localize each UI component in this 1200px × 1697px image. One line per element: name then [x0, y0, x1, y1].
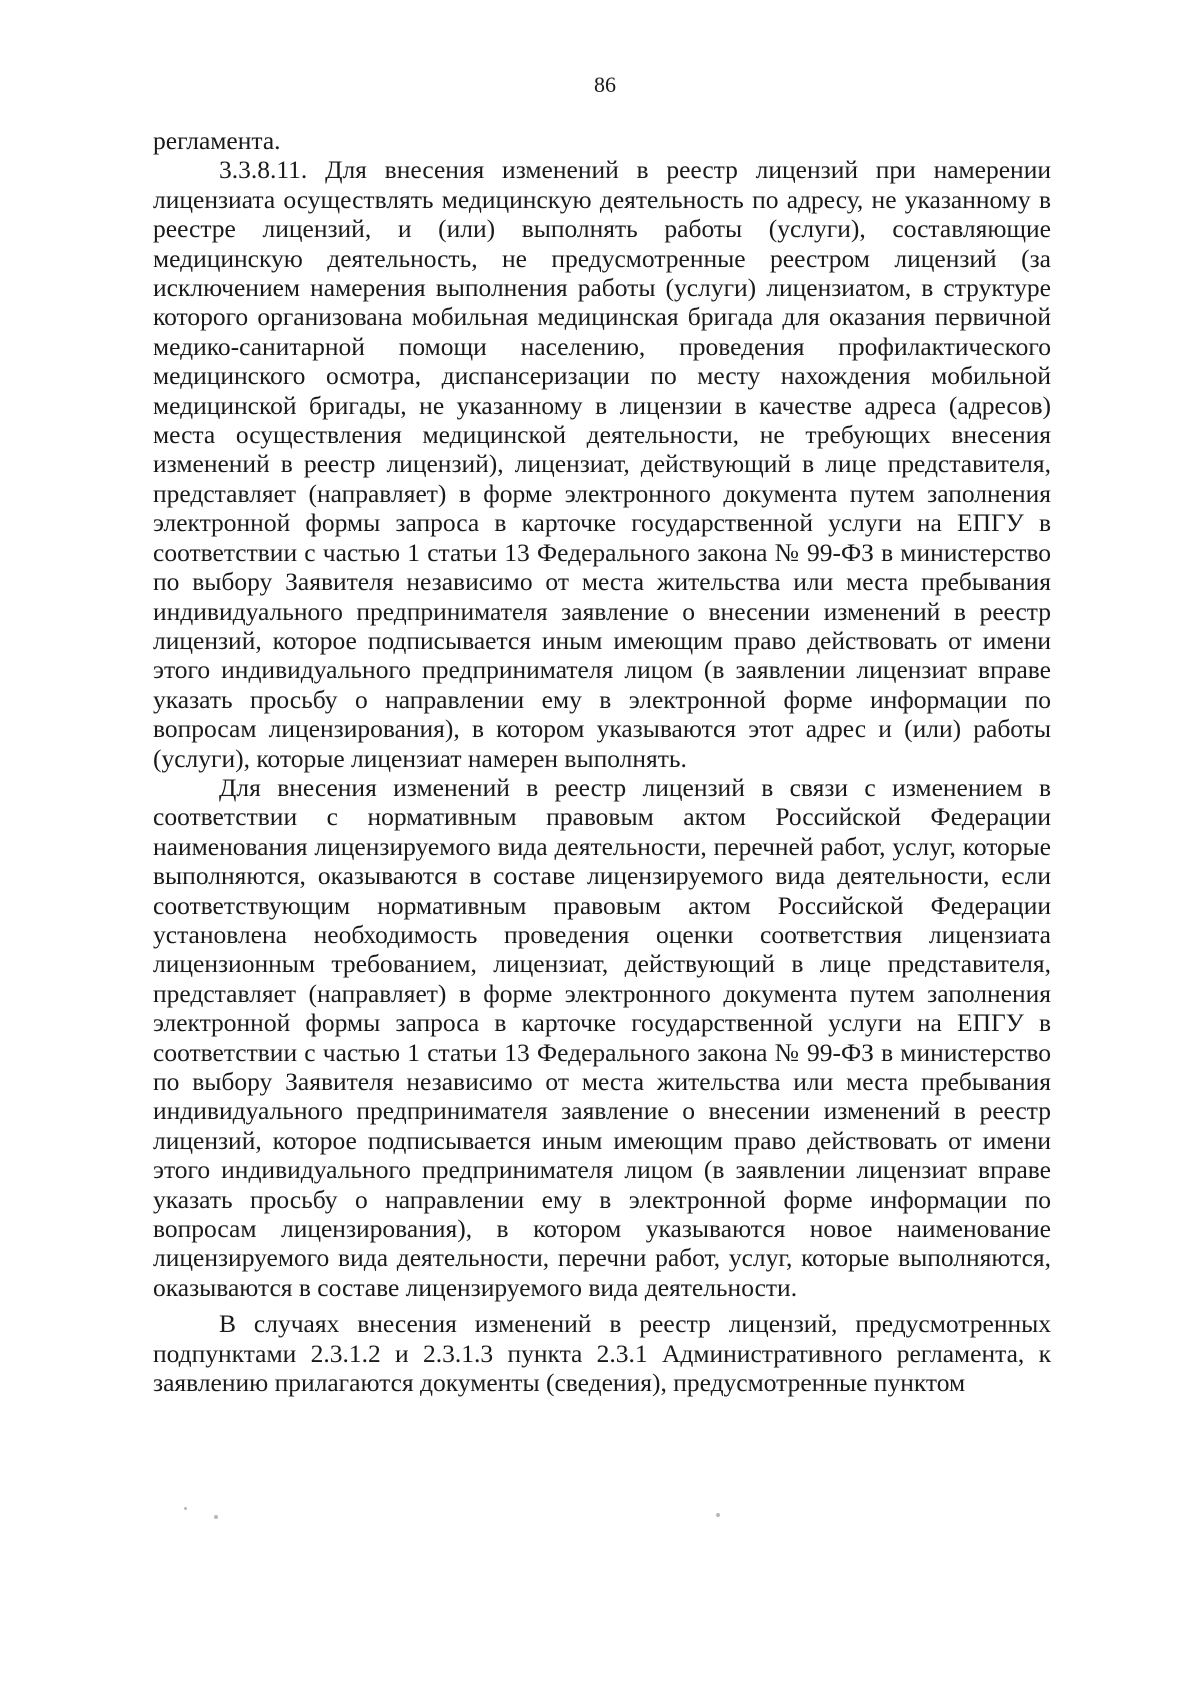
scan-speck: [214, 1515, 218, 1519]
scan-speck: [716, 1513, 720, 1517]
paragraph-attached-documents: В случаях внесения изменений в реестр лицензий, предусмотренных подпунктами 2.3.1.2 и 2.3.1.3 пункта 2.3.1 Административного регламента, к заявлению прилагаются документы (сведения), предусмотренные пунктом: [153, 1309, 1051, 1398]
paragraph-continuation: регламента.: [153, 126, 281, 155]
scan-speck: [184, 1507, 187, 1510]
paragraph-3-3-8-11: 3.3.8.11. Для внесения изменений в реестр лицензий при намерении лицензиата осуществлять медицинскую деятельность по адресу, не указанному в реестре лицензий, и (или) выполнять работы (услуги), составляющие медицинскую деятельность, не предусмотренные реестром лицензий (за исключением намерения выполнения работы (услуги) лицензиатом, в структуре которого организована мобильная медицинская бригада для оказания первичной медико-санитарной помощи населению, проведения профилактического медицинского осмотра, диспансеризации по месту нахождения мобильной медицинской бригады, не указанному в лицензии в качестве адреса (адресов) места осуществления медицинской деятельности, не требующих внесения изменений в реестр лицензий), лицензиат, действующий в лице представителя, представляет (направляет) в форме электронного документа путем заполнения электронной формы запроса в карточке государственной услуги на ЕПГУ в соответствии с частью 1 статьи 13 Федерального закона № 99-ФЗ в министерство по выбору Заявителя независимо от места жительства или места пребывания индивидуального предпринимателя заявление о внесении изменений в реестр лицензий, которое подписывается иным имеющим право действовать от имени этого индивидуального предпринимателя лицом (в заявлении лицензиат вправе указать просьбу о направлении ему в электронной форме информации по вопросам лицензирования), в котором указываются этот адрес и (или) работы (услуги), которые лицензиат намерен выполнять.: [153, 155, 1051, 773]
document-body: [153, 126, 1051, 1397]
page-number: 86: [594, 72, 616, 97]
paragraph-name-change: Для внесения изменений в реестр лицензий в связи с изменением в соответствии с нормативным правовым актом Российской Федерации наименования лицензируемого вида деятельности, перечней работ, услуг, которые выполняются, оказываются в составе лицензируемого вида деятельности, если соответствующим нормативным правовым актом Российской Федерации установлена необходимость проведения оценки соответствия лицензиата лицензионным требованием, лицензиат, действующий в лице представителя, представляет (направляет) в форме электронного документа путем заполнения электронной формы запроса в карточке государственной услуги на ЕПГУ в соответствии с частью 1 статьи 13 Федерального закона № 99-ФЗ в министерство по выбору Заявителя независимо от места жительства или места пребывания индивидуального предпринимателя заявление о внесении изменений в реестр лицензий, которое подписывается иным имеющим право действовать от имени этого индивидуального предпринимателя лицом (в заявлении лицензиат вправе указать просьбу о направлении ему в электронной форме информации по вопросам лицензирования), в котором указываются новое наименование лицензируемого вида деятельности, перечни работ, услуг, которые выполняются, оказываются в составе лицензируемого вида деятельности.: [153, 772, 1051, 1302]
